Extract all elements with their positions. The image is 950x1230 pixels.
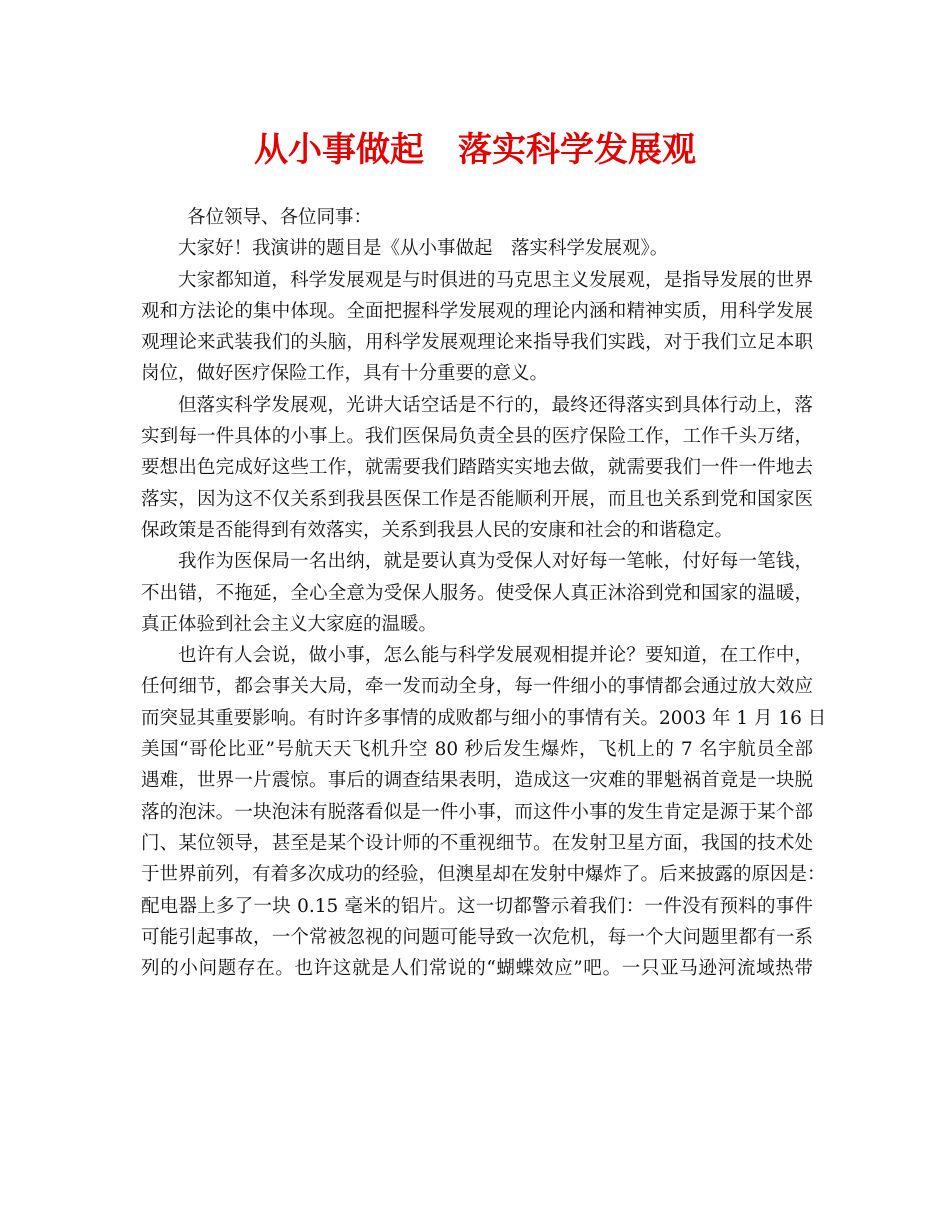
paragraph-line: 不出错，不拖延，全心全意为受保人服务。使受保人真正沐浴到党和国家的温暖，: [141, 582, 813, 604]
paragraph-line: 列的小问题存在。也许这就是人们常说的“蝴蝶效应”吧。一只亚马逊河流域热带: [141, 958, 813, 980]
greeting-line: 大家好！我演讲的题目是《从小事做起 落实科学发展观》。: [178, 238, 669, 260]
paragraph-line: 我作为医保局一名出纳，就是要认真为受保人对好每一笔帐，付好每一笔钱，: [178, 551, 813, 573]
paragraph-line: 岗位，做好医疗保险工作，具有十分重要的意义。: [141, 363, 549, 385]
paragraph-line: 实到每一件具体的小事上。我们医保局负责全县的医疗保险工作，工作千头万绪，: [141, 426, 813, 448]
paragraph-line: 大家都知道，科学发展观是与时俱进的马克思主义发展观，是指导发展的世界: [178, 269, 813, 291]
paragraph-line: 观和方法论的集中体现。全面把握科学发展观的理论内涵和精神实质，用科学发展: [141, 300, 813, 322]
paragraph-line: 真正体验到社会主义大家庭的温暖。: [141, 613, 438, 635]
paragraph-line: 要想出色完成好这些工作，就需要我们踏踏实实地去做，就需要我们一件一件地去: [141, 457, 813, 479]
paragraph-line: 可能引起事故，一个常被忽视的问题可能导致一次危机，每一个大问题里都有一系: [141, 926, 813, 948]
paragraph-line: 任何细节，都会事关大局，牵一发而动全身，每一件细小的事情都会通过放大效应: [141, 676, 813, 698]
paragraph-line: 保政策是否能得到有效落实，关系到我县人民的安康和社会的和谐稳定。: [141, 519, 734, 541]
paragraph-line: 门、某位领导，甚至是某个设计师的不重视细节。在发射卫星方面，我国的技术处: [141, 832, 813, 854]
paragraph-line: 落的泡沫。一块泡沫有脱落看似是一件小事，而这件小事的发生肯定是源于某个部: [141, 801, 813, 823]
paragraph-line: 遇难，世界一片震惊。事后的调查结果表明，造成这一灾难的罪魁祸首竟是一块脱: [141, 770, 813, 792]
paragraph-line: 观理论来武装我们的头脑，用科学发展观理论来指导我们实践，对于我们立足本职: [141, 332, 813, 354]
document-title: 从小事做起 落实科学发展观: [254, 130, 696, 170]
paragraph-line: 落实，因为这不仅关系到我县医保工作是否能顺利开展，而且也关系到党和国家医: [141, 488, 813, 510]
paragraph-line: 也许有人会说，做小事，怎么能与科学发展观相提并论？要知道，在工作中，: [178, 645, 813, 667]
document-body: [141, 202, 827, 984]
paragraph-line: 于世界前列，有着多次成功的经验，但澳星却在发射中爆炸了。后来披露的原因是：: [141, 864, 826, 886]
paragraph-line: 但落实科学发展观，光讲大话空话是不行的，最终还得落实到具体行动上，落: [178, 394, 813, 416]
paragraph-line: 美国“哥伦比亚”号航天天飞机升空 80 秒后发生爆炸，飞机上的 7 名宇航员全部: [141, 739, 813, 761]
paragraph-line: 而突显其重要影响。有时许多事情的成败都与细小的事情有关。2003 年 1 月 16 日: [141, 707, 827, 729]
paragraph-line: 配电器上多了一块 0.15 毫米的铝片。这一切都警示着我们：一件没有预料的事件: [141, 895, 813, 917]
salutation-line: 各位领导、各位同事：: [187, 207, 373, 228]
